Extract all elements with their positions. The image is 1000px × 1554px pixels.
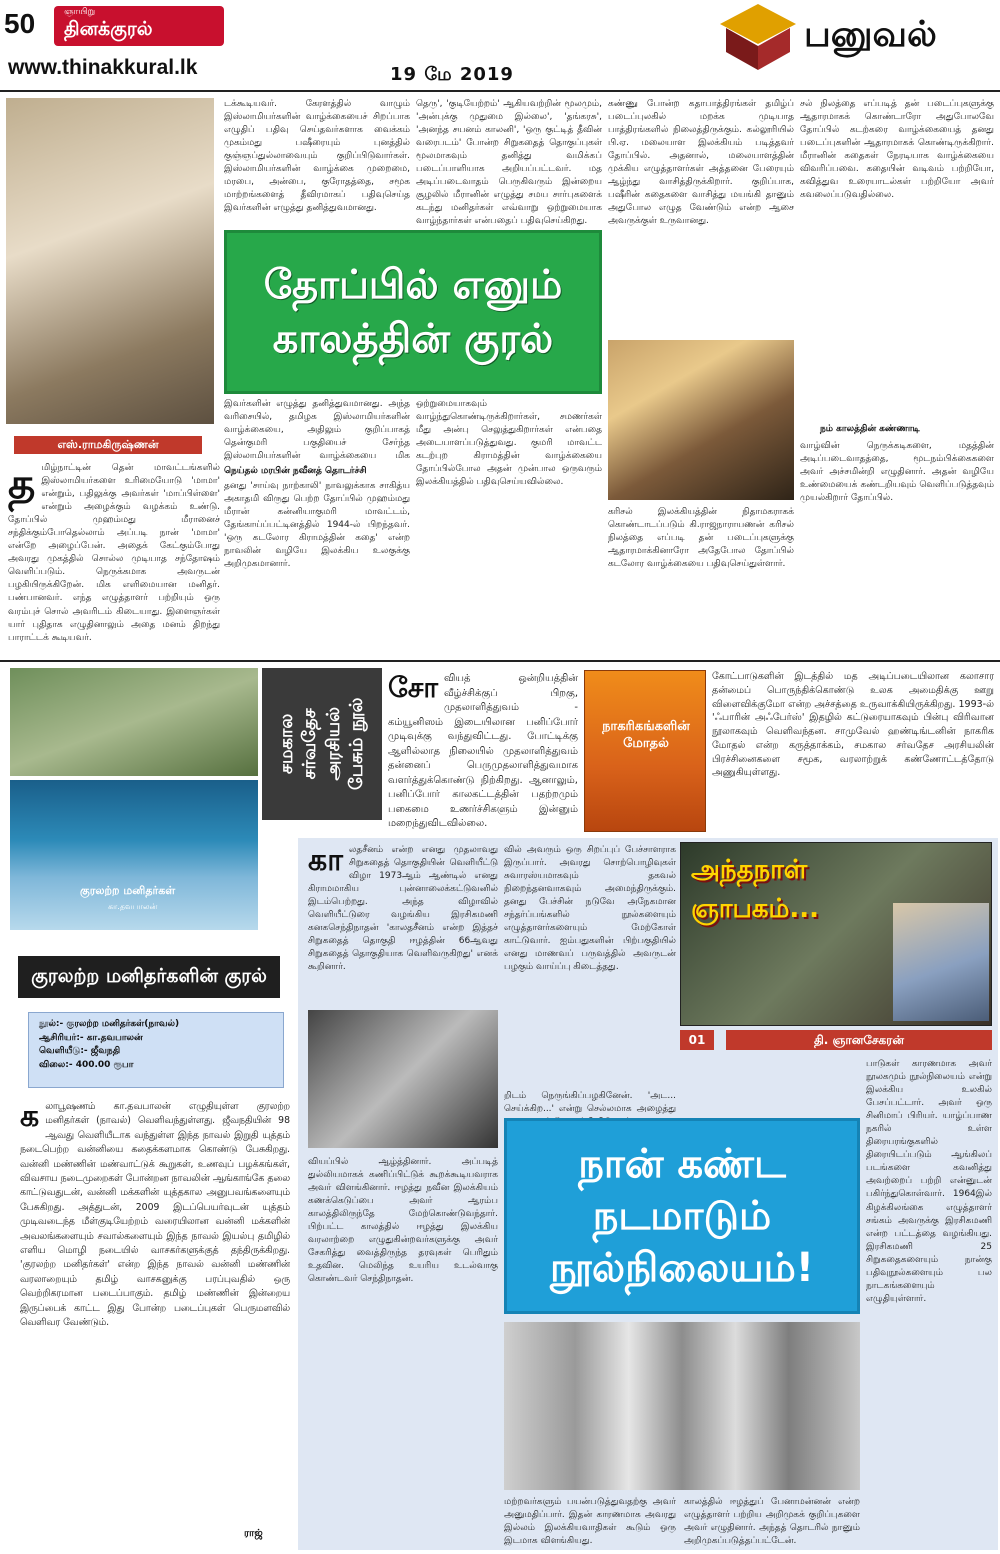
article1-col-b3: ஒற்றுமையாகவும் வாழ்ந்துகொண்டிருக்கிறார்கள், சமணர்கள் மீது அன்பு செலுத்துகிறார்கள் என்பதை அடையாளப்படுத்துவது. குமரி மாவட்ட கடற்புற கிராமத்தின் வாழ்க்கையை தோப்பில்போல அதன் முன்பால ஒருவரும் இலக்கியத்தில் பதிவுசெய்யவில்லை. <box>416 399 602 488</box>
article1-dropcap: த <box>8 462 36 508</box>
article3-dropcap: க <box>20 1100 40 1134</box>
article2-col1 <box>388 672 578 832</box>
article4-col6: மற்றவர்களும் பயன்படுத்துவதற்கு அவர் அனுமதிப்பார். இதன் காரணமாக அவரது இல்லம் இலக்கியவாதிகள் கூடும் ஒரு இடமாக விளங்கியது. <box>504 1497 676 1546</box>
article1-col-b4: கரிசல் இலக்கியத்தின் நிதாமகராகக் கொண்டாடப்படும் கி.ராஜநாராயணன் கரிசல் நிலத்தை எப்படி தன் படைப்புகளுக்கு ஆதாரமாக்கினாரோ அதேபோல தோப்பில் கடலோர வாழ்க்கையை பதிவுசெய்துள்ளார். <box>608 507 794 570</box>
clash-book-cover <box>584 670 706 832</box>
section-book-icon <box>718 2 798 72</box>
article1-col-b5: வாழ்வின் நெருக்கடிகளை, மதத்தின் அடிப்படைவாதத்தை, மூடநம்பிக்கைகளை அவர் அச்சமின்றி எழுதினார். அதன் வழியே உண்மையைக் கண்டறியவும் வெளிப்படுத்தவும் முயல்கிறார் தோப்பில். <box>800 441 994 504</box>
kuralatra-book-cover-author: கா.தவபாலன் <box>108 902 158 911</box>
section-divider-1 <box>0 660 1000 662</box>
paper-tag: ஞாயிறு <box>64 7 96 17</box>
article2-dropcap: சோ <box>388 672 439 704</box>
paper-name: தினக்குரல் <box>64 18 153 40</box>
book-info-publisher: வெளியீடு:- ஜீவநதி <box>39 1046 121 1056</box>
article3-signature: ராஜ் <box>244 1528 263 1539</box>
article1-intro-text: மிழ்நாட்டின் தென் மாவட்டங்களில் இஸ்லாமியர்களை உரிமையோடு 'மாமா' என்றும், பதிலுக்கு அவர்கள் 'மாப்பிள்ளை' என்றும் அழைக்கும் வழக்கம் உண்டு. தோப்பில் முஹம்மது மீரானைச் சந்திக்கும்போதெல்லாம் அப்படி நான் 'மாமா' என்றே அழைப்பேன். அதைக் கேட்கும்போது அவரது முகத்தில் சொல்ல முடியாத சந்தோஷம் வெளிப்படும். நெருக்கமாக அவருடன் பழகியிருக்கிறேன். மிக எளிமையான மனிதர். பண்பானவர். எந்த எழுத்தாளர் பற்றியும் ஒரு வரம்புச் சொல் அவரிடம் கிடையாது. இளைஞர்கள் யார் புதிதாக எழுதினாலும் அதை மனம் திறந்து பாராட்டக் கூடியவர். <box>8 463 220 643</box>
kuralatra-book-cover-title: குரலற்ற மனிதர்கள் <box>80 884 176 897</box>
article4-col2: வில் அவரும் ஒரு சிறப்புப் பேச்சாளராக இருப்பார். அவரது சொற்பொழிவுகள் சுவாரஸ்யமாகவும் தகவல் நிறைந்தனவாகவும் அமைந்திருக்கும். தனது பேச்சின் நடுவே அநேகமான சந்தர்ப்பங்களில் நூல்களையும் எழுத்தாளர்களையும் மேற்கோள் காட்டுவார். ஐம்பதுகளின் பிற்பகுதியில் எனது மாணவப் பருவத்தில் அவருடன் பழகும் வாய்ப்பு கிடைத்தது. <box>504 845 676 973</box>
article4-headline-text: நான் கண்ட நடமாடும் நூல்நிலையம்! <box>549 1141 815 1291</box>
article1-headline <box>224 230 602 394</box>
thoppil-portrait-photo <box>6 98 214 424</box>
article3-headline-text: குரலற்ற மனிதர்களின் குரல் <box>31 964 267 987</box>
series-title: அந்தநாள் ஞாபகம்... <box>691 855 820 924</box>
lecture-archive-photo <box>308 1010 498 1148</box>
article4-author: தி. ஞானசேகரன் <box>726 1030 992 1050</box>
article1-intro <box>8 462 220 652</box>
article1-subhead2: நம் காலத்தின் கண்ணாடி <box>820 424 920 434</box>
section-title: பனுவல் <box>804 14 937 55</box>
thoppil-event-photo <box>608 340 794 500</box>
article4-col3: றிடம் நெருங்கிப்பழகினேன். 'அட... செய்க்கிற...' என்று செல்லமாக அழைத்து <box>504 1091 676 1115</box>
article1-col2: டக்கூடியவர். கேரளத்தில் வாழும் இஸ்லாமியர்களின் வாழ்க்கையைச் சிறப்பாக எழுதிப் பதிவு செய்தவர்களாக வைக்கம் முகம்மது பஷீரையும் புனத்தில் குஞ்ஞப்துல்லாவையும் குறிப்பிடுவார்கள். இஸ்லாமியர்களின் வாழ்க்கை முறைமை, மரபை, அன்பை, குரோதத்தை, சமூக மாற்றங்களைத் தீவிரமாகப் பதிவுசெய்த இவர்களின் எழுத்து தனித்துவமானது. <box>224 99 410 214</box>
article1-col-b1: இவர்களின் எழுத்து தனித்துவமானது. அந்த வரிசையில், தமிழக இஸ்லாமியர்களின் வாழ்க்கையை, அதிலும் குறிப்பாகத் தென்குமரி பகுதியைச் சேர்ந்த இஸ்லாமியர்களின் வாழ்க்கையை மிக <box>224 399 410 462</box>
article4-col1 <box>308 844 498 1004</box>
article2-col2: கோட்பாடுகளின் இடத்தில் மத அடிப்படையிலான கலாசார தன்மைப் பொருந்திக்கொண்டு உலக அமைதிக்கு ஊறு விளைவிக்குமோ என்ற அச்சத்தை உருவாக்கியிருக்கிறது. 1993-ல் 'ஃபாரின் அஃபேர்ஸ்' இதழில் கட்டுரையாகவும் பின்பு விரிவான நூலாகவும் வெளிவந்தன. சாமுவேல் ஹண்டிங்டனின் நாகரிக மோதல் என்ற கருத்தாக்கம், சமகால சர்வதேச அரசியலின் பிரச்சினைகளை சமூக, வரலாற்றுக் கண்ணோட்டத்தோடு அணுகியுள்ளது. <box>712 671 994 779</box>
masthead <box>0 0 1000 92</box>
article1-headline-text: தோப்பில் எனும் காலத்தின் குரல் <box>263 262 563 362</box>
article4-col4: பாடுகள் காரணமாக அவர் நூலகமும் நூல்நிலையம் என்று இலக்கிய உலகில் பேசப்பட்டார். அவர் ஒரு சினிமாப் பிரியர். யாழ்ப்பாண நகரில் உள்ள திரையரங்குகளில் திரையிடப்படும் ஆங்கிலப் படங்களை கவனித்து அவற்றைப் பற்றி என்னுடன் பகிர்ந்துகொள்வார். 1964இல் கிழக்கிலங்கை எழுத்தாளர் சங்கம் அவருக்கு இரசிகமணி என்ற பட்டத்தை வழங்கியது. இரசிகமணி 25 சிறுகதைகளையும் நான்கு பதிவுநூல்களையும் பல நாடகங்களையும் எழுதியுள்ளார். <box>866 1059 992 1304</box>
masthead-divider <box>0 90 1000 92</box>
issue-date: 19 மே 2019 <box>390 64 514 85</box>
article1-col4: கண்ணு போன்ற கதாபாத்திரங்கள் தமிழ்ப் படைப்புலகில் மறக்க முடியாத பாத்திரங்களில் நிலைத்திருக்கும். கல்லூரியில் பி.ஏ. மலையாள இலக்கியம் படித்தவர் தோப்பில். அதனால், மலையாளத்தின் முக்கிய எழுத்தாளர்கள் அத்தனை பேரையும் ஆழ்ந்து வாசித்திருக்கிறார். குறிப்பாக, பஷீரின் கதைகளை வாசித்து மயங்கி தானும் அதுபோல எழுத வேண்டும் என்ற ஆசை அவருக்குள் உருவானது. <box>608 99 794 227</box>
article4-headline <box>504 1118 860 1314</box>
article3-headline <box>18 956 280 998</box>
article2-headline-text: சமகால சர்வதேச அரசியல் பேசும் நூல் <box>276 697 368 791</box>
website-url[interactable]: www.thinakkural.lk <box>8 56 198 79</box>
article2-vertical-headline <box>262 668 382 820</box>
article3-body-text: லாபூஷணம் கா.தவபாலன் எழுதியுள்ள குரலற்ற மனிதர்கள் (நாவல்) வெளிவந்துள்ளது. ஜீவநதியின் 98 ஆவது வெளியீடாக வந்துள்ள இந்த நாவல் இறுதி யுத்தம் நடைபெற்ற வன்னியை கதைக்களமாக கொண்டு பேசுகிறது. வன்னி மண்ணின் மண்வாட்டுக் கூறுகள், உணவுப் பழக்கங்கள், விவசாய நடைமுறைகள் போன்றன நாவலின் ஆங்காங்கே தலை காட்டுவதுடன், வன்னி மக்களின் யுத்தகால அனுபவங்களையும் பேசுகிறது. அத்துடன், 2009 இடப்பெயர்வுடன் யுத்தம் முடிவடைந்த மீள்குடியேற்றம் வரையிலான வன்னி மக்களின் அவலங்களையும் சவால்களையும் இந்த நாவல் இயல்பு தமிழில் எளிய மொழி நடையில் வாசகர்களுக்குத் தந்திருக்கிறது. 'குரலற்ற மனிதர்கள்' என்ற இந்த நாவல் வன்னி மண்ணின் வரலாறையும் தமிழ் வாசகனுக்கு பரப்புவதில் ஒரு வெற்றிகரமான படைப்பாகும். தமிழ் மண்ணின் இன்றைய இருப்பைக் காட்ட இது போன்ற படைப்புகள் பெருமளவில் வெளிவர வேண்டும். <box>20 1101 290 1329</box>
series-number: 01 <box>680 1030 714 1050</box>
article1-subhead1: நெய்தல் மரபின் நவீனத் தொடர்ச்சி <box>224 466 367 476</box>
book-info-author: ஆசிரியர்:- கா.தவபாலன் <box>39 1032 143 1043</box>
article1-col-b2: தனது 'சாய்வு நாற்காலி' நாவலுக்காக சாகித்ய அகாதமி விருது பெற்ற தோப்பில் முஹம்மது மீரான் கன்னியாகுமரி மாவட்டம், தேங்காய்ப்பட்டினத்தில் 1944-ல் பிறந்தவர். 'ஒரு கடலோர கிராமத்தின் கதை' என்ற நாவலின் வழியே இலக்கிய உலகுக்கு அறிமுகமானார். <box>224 481 410 570</box>
series-banner <box>680 842 992 1026</box>
two-men-archive-photo <box>504 1322 860 1490</box>
book-info-title: நூல்:- குரலற்ற மனிதர்கள்(நாவல்) <box>39 1019 180 1029</box>
article1-byline: எஸ்.ராமகிருஷ்ணன் <box>14 436 202 454</box>
article1-col5: சல் நிலத்தை எப்படித் தன் படைப்புகளுக்கு ஆதாரமாகக் கொண்டாரோ அதுபோலவே தோப்பில் கடற்கரை வாழ்க்கையைத் தனது படைப்புகளின் ஆதாரமாகக் கொண்டிருக்கிறார். மீரானின் கதைகள் நேரடியாக வாழ்க்கையை விவரிப்பவை. கதையின் வடிவம் பற்றியோ, கவித்துவ உரையாடல்கள் பற்றியோ அவர் கவலைப்படுவதில்லை. <box>800 99 994 201</box>
article4-col7: காலத்தில் ஈழத்துப் பேனாமன்னன் என்ற எழுத்தாளர் பற்றிய அறிமுகக் குறிப்புகளை அவர் எழுதினார். அந்தத் தொடரில் நானும் அறிமுகப்படுத்தப்பட்டேன். <box>684 1497 860 1546</box>
author-portrait-photo <box>893 903 989 1021</box>
article2-col1-text: வியத் ஒன்றியத்தின் வீழ்ச்சிக்குப் பிறகு, முதலாளித்துவம் - கம்யூனிஸம் இடையிலான பனிப்போர் முடிவுக்கு வந்துவிட்டது. போட்டிக்கு ஆளில்லாத நிலையில் முதலாளித்துவம் தன்னைப் பெருமுதலாளித்துவமாக வளர்த்துக்கொண்டு நிற்கிறது. ஆனாலும், பனிப்போர் காலகட்டத்தின் பதற்றமும் பகைமை உணர்ச்சிகளும் இன்னும் மறைந்துவிடவில்லை. <box>388 673 578 829</box>
kuralatra-book-cover <box>10 780 258 930</box>
article4-col1-text: லதசீனம் என்ற எனது முதலாவது சிறுகதைத் தொகுதியின் வெளியீட்டு விழா 1973ஆம் ஆண்டில் எனது கிராமமாகிய புன்னாலைக்கட்டுவனில் இடம்பெற்றது. அந்த விழாவில் வெளியீட்டுரை வழங்கிய இரசிகமணி கனகசெந்திநாதன் 'காலதசீனம் என்ற இத்தச் சிறுகதைத் தொகுதி ஈழத்தின் 66ஆவது சிறுகதைத் தொகுதியாக வெளிவருகிறது' எனக் கூறினார். <box>308 845 498 973</box>
refugees-road-photo <box>10 668 258 776</box>
clash-book-cover-title: நாகரிகங்களின் மோதல் <box>602 719 690 751</box>
article4-dropcap: கா <box>308 844 343 878</box>
article1-col3: தெரு', 'குடியேற்றம்' ஆகியவற்றின் மூலமும், 'அன்புக்கு முதுமை இல்லை', 'தங்கரசு', 'அனந்த சயனம் காலனி', 'ஒரு குட்டித் தீவின் வரைபடம்' போன்ற சிறுகதைத் தொகுப்புகள் மூலமாகவும் தனித்து வமிக்கப் படைப்பாளியாக அறியப்பட்டவர். மத அடிப்படைவாதம் பெருகிவரும் இன்றைய சூழலில் மீரானின் எழுத்து சமய சார்புகளைக் கடந்து மனிதர்கள் எவ்வாறு ஒற்றுமையாக வாழ்ந்தார்கள் என்பதைப் பதிவுசெய்கிறது. <box>416 99 602 226</box>
article3-body <box>20 1100 290 1520</box>
book-info-box <box>28 1012 284 1088</box>
book-info-price: விலை:- 400.00 ரூபா <box>39 1059 134 1070</box>
article4-col5: வியப்பில் ஆழ்த்தினார். அப்படித் துல்லியமாகக் கணிப்பிட்டுக் கூறக்கூடியவராக அவர் விளங்கினார். ஈழத்து நவீன இலக்கியம் கணக்கெடுப்பை அவர் ஆரம்ப காலத்திலிருந்தே மேற்கொண்டுவந்தார். பிற்பட்ட காலத்தில் ஈழத்து இலக்கிய வரலாற்றை எழுதுகின்றவர்களுக்கு அவர் சேகரித்து வைத்திருந்த தரவுகள் பெரிதும் உதவின. மெலிந்த உயரிய உடல்வாகு கொண்டவர் செந்திநாதன். <box>308 1157 498 1285</box>
paper-logo <box>54 6 224 46</box>
page-number: 50 <box>4 8 36 39</box>
